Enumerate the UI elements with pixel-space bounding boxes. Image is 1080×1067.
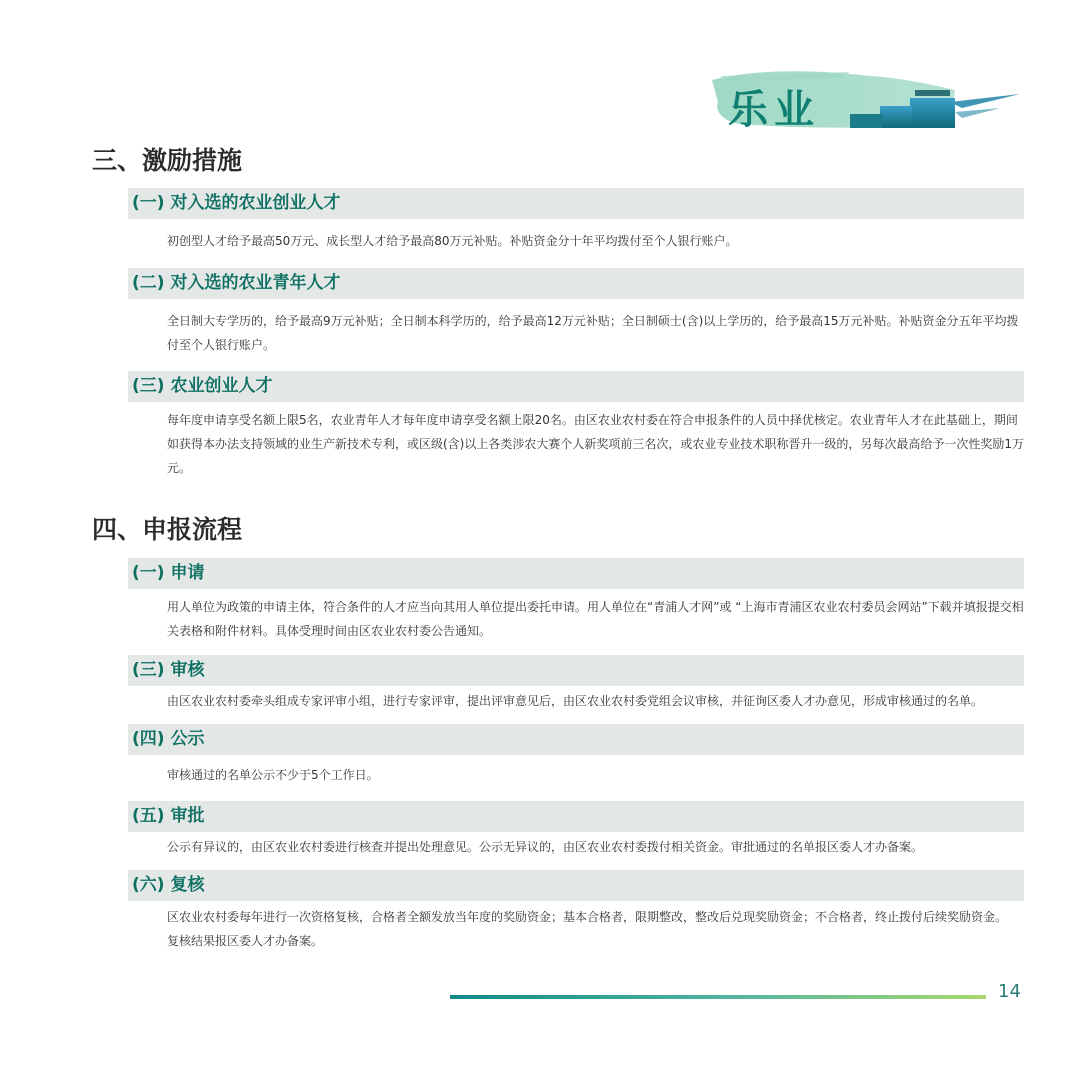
subheading-bar: (三) 审核: [128, 655, 1024, 686]
subheading-bar: (三) 农业创业人才: [128, 371, 1024, 402]
paragraph: 公示有异议的，由区农业农村委进行核查并提出处理意见。公示无异议的，由区农业农村委拨付相关资金。审批通过的名单报区委人才办备案。: [167, 840, 924, 854]
subheading-bar: (五) 审批: [128, 801, 1024, 832]
paragraph: 由区农业农村委牵头组成专家评审小组，进行专家评审，提出评审意见后，由区农业农村委党组会议审核，并征询区委人才办意见，形成审核通过的名单。: [167, 694, 984, 708]
paragraph: 审核通过的名单公示不少于5个工作日。: [167, 768, 379, 782]
paragraph: 区农业农村委每年进行一次资格复核，合格者全额发放当年度的奖励资金；基本合格者，限期整改，整改后兑现奖励资金；不合格者，终止拨付后续奖励资金。: [167, 910, 1008, 924]
subheading-bar: (一) 申请: [128, 558, 1024, 589]
paragraph: 复核结果报区委人才办备案。: [167, 934, 324, 948]
subheading-bar: (一) 对入选的农业创业人才: [128, 188, 1024, 219]
paragraph: 全日制大专学历的，给予最高9万元补贴；全日制本科学历的，给予最高12万元补贴；全日制硕士(含)以上学历的，给予最高15万元补贴。补贴资金分五年平均拨付至个人银行账户。: [167, 314, 1019, 352]
section-title-incentives: 三、激励措施: [92, 146, 243, 175]
subheading-bar: (四) 公示: [128, 724, 1024, 755]
subheading-bar: (六) 复核: [128, 870, 1024, 901]
section-title-process: 四、申报流程: [92, 515, 243, 544]
paragraph: 初创型人才给予最高50万元、成长型人才给予最高80万元补贴。补贴资金分十年平均拨付至个人银行账户。: [167, 234, 738, 248]
paragraph: 每年度申请享受名额上限5名，农业青年人才每年度申请享受名额上限20名。由区农业农村委在符合申报条件的人员中择优核定。农业青年人才在此基础上，期间如获得本办法支持领域的业生产新技术专利，或区级(含)以上各类涉农大赛个人新奖项前三名次，或农业专业技术职称晋升一级的，另每次最高给予一次性奖励1万元。: [167, 413, 1025, 475]
subheading-bar: (二) 对入选的农业青年人才: [128, 268, 1024, 299]
logo-text: 乐业: [728, 86, 820, 133]
paragraph: 用人单位为政策的申请主体，符合条件的人才应当向其用人单位提出委托申请。用人单位在“青浦人才网”或 “上海市青浦区农业农村委员会网站”下载并填报提交相关表格和附件材料。具体受理时间由区农业农村委公告通知。: [167, 600, 1024, 638]
footer-divider: [450, 995, 986, 999]
page-number: 14: [998, 981, 1021, 1002]
